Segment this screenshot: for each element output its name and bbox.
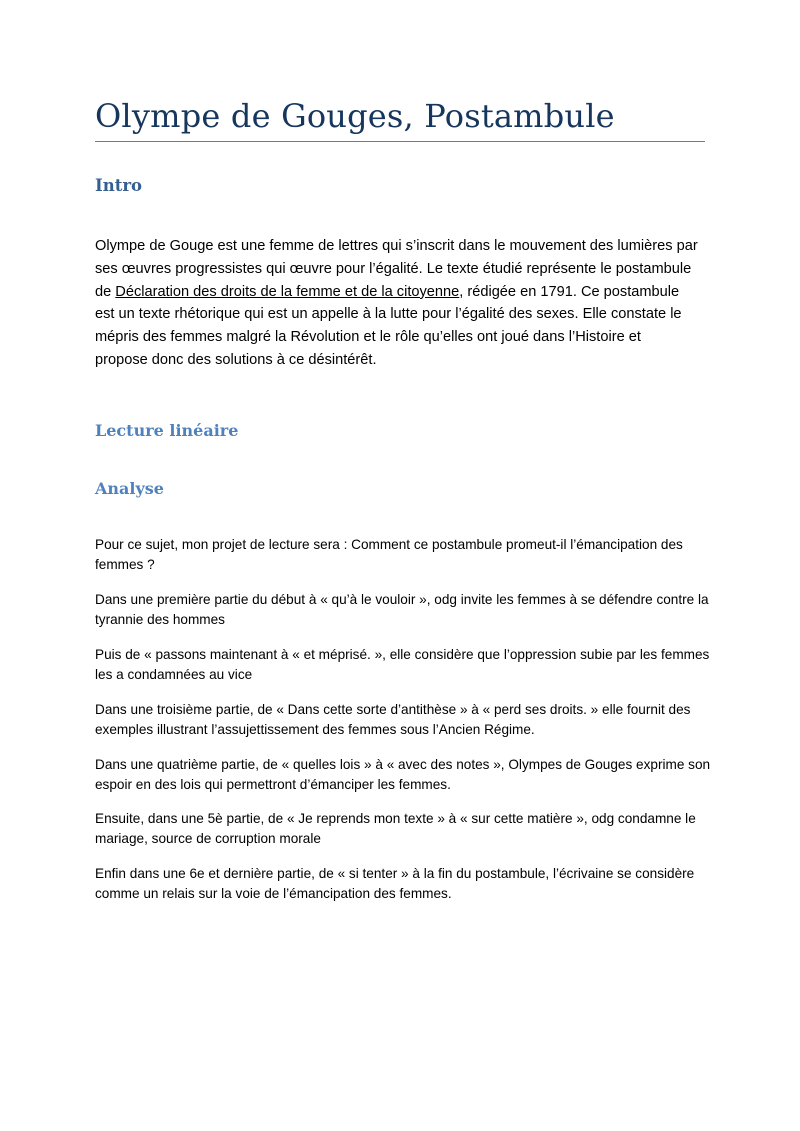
paragraph-line: Puis de « passons maintenant à « et méprisé. », elle considère que l’oppression subie par les femmes xyxy=(95,647,710,662)
analysis-paragraph xyxy=(95,864,707,904)
intro-paragraph xyxy=(95,235,707,372)
intro-line: est un texte rhétorique qui est un appelle à la lutte pour l’égalité des sexes. Elle constate le xyxy=(95,306,682,323)
paragraph-line: Dans une quatrième partie, de « quelles lois » à « avec des notes », Olympes de Gouges exprime son xyxy=(95,757,711,772)
intro-line xyxy=(95,281,707,304)
intro-line: mépris des femmes malgré la Révolution et le rôle qu’elles ont joué dans l’Histoire et xyxy=(95,329,641,346)
paragraph-line: Pour ce sujet, mon projet de lecture sera : Comment ce postambule promeut-il l’émancipation des xyxy=(95,537,683,552)
paragraph-line: les a condamnées au vice xyxy=(95,667,253,682)
analysis-paragraph xyxy=(95,535,707,575)
analysis-paragraph xyxy=(95,645,710,685)
intro-line: ses œuvres progressistes qui œuvre pour l’égalité. Le texte étudié représente le postambule xyxy=(95,260,692,277)
paragraph-line: espoir en des lois qui permettront d’émanciper les femmes. xyxy=(95,777,451,792)
analysis-paragraph xyxy=(95,755,711,795)
heading-analyse: Analyse xyxy=(95,479,164,498)
title-underline-rule xyxy=(95,141,705,142)
intro-line: propose donc des solutions à ce désintérêt. xyxy=(95,351,377,368)
intro-text: de xyxy=(95,283,116,300)
heading-lecture-lineaire: Lecture linéaire xyxy=(95,421,239,440)
paragraph-line: mariage, source de corruption morale xyxy=(95,831,321,846)
paragraph-line: Dans une première partie du début à « qu’à le vouloir », odg invite les femmes à se défendre contre la xyxy=(95,592,709,607)
work-title-underlined: Déclaration des droits de la femme et de la citoyenne xyxy=(115,283,460,300)
paragraph-line: exemples illustrant l’assujettissement des femmes sous l’Ancien Régime. xyxy=(95,722,535,737)
paragraph-line: Dans une troisième partie, de « Dans cette sorte d’antithèse » à « perd ses droits. » elle fournit des xyxy=(95,702,691,717)
analysis-paragraph xyxy=(95,809,707,849)
paragraph-line: femmes ? xyxy=(95,557,155,572)
analysis-paragraph xyxy=(95,590,707,630)
paragraph-line: comme un relais sur la voie de l’émancipation des femmes. xyxy=(95,886,452,901)
intro-line: Olympe de Gouge est une femme de lettres qui s’inscrit dans le mouvement des lumières par xyxy=(95,238,698,254)
intro-text: , rédigée en 1791. Ce postambule xyxy=(459,283,680,300)
paragraph-line: Enfin dans une 6e et dernière partie, de « si tenter » à la fin du postambule, l’écrivaine se considère xyxy=(95,866,695,881)
paragraph-line: Ensuite, dans une 5è partie, de « Je reprends mon texte » à « sur cette matière », odg condamne le xyxy=(95,811,696,826)
heading-intro: Intro xyxy=(95,176,143,195)
analysis-paragraph xyxy=(95,700,707,740)
paragraph-line: tyrannie des hommes xyxy=(95,612,225,627)
document-title: Olympe de Gouges, Postambule xyxy=(95,97,615,135)
